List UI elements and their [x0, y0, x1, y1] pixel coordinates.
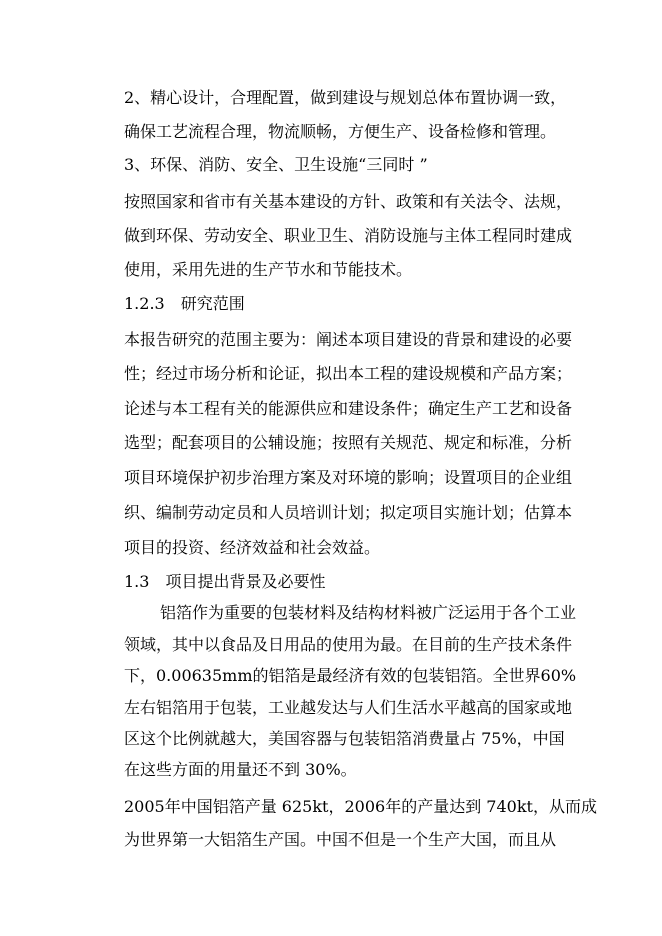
text-line: 领域，其中以食品及日用品的使用为最。在目前的生产技术条件 [124, 635, 573, 654]
text-line: 使用，采用先进的生产节水和节能技术。 [124, 260, 413, 279]
text-line: 本报告研究的范围主要为：阐述本项目建设的背景和建设的必要 [124, 330, 573, 349]
list-item-heading: 3、环保、消防、安全、卫生设施“三同时 ” [124, 155, 428, 174]
section-heading: 1.3 项目提出背景及必要性 [124, 572, 326, 591]
text-line: 左右铝箔用于包装，工业越发达与人们生活水平越高的国家或地 [124, 698, 573, 717]
text-line: 确保工艺流程合理，物流顺畅，方便生产、设备检修和管理。 [124, 122, 557, 141]
text-line: 项目的投资、经济效益和社会效益。 [124, 538, 381, 557]
text-line: 2005年中国铝箔产量 625kt，2006年的产量达到 740kt，从而成 [124, 797, 597, 816]
text-line: 2、精心设计，合理配置，做到建设与规划总体布置协调一致， [124, 88, 567, 107]
text-line: 性；经过市场分析和论证，拟出本工程的建设规模和产品方案； [124, 364, 573, 383]
text-line: 织、编制劳动定员和人员培训计划；拟定项目实施计划；估算本 [124, 503, 573, 522]
text-line: 区这个比例就越大，美国容器与包装铝箔消费量占 75%，中国 [124, 729, 565, 748]
text-line: 铝箔作为重要的包装材料及结构材料被广泛运用于各个工业 [160, 603, 577, 622]
text-line: 为世界第一大铝箔生产国。中国不但是一个生产大国，而且从 [124, 830, 557, 849]
text-line: 项目环境保护初步治理方案及对环境的影响；设置项目的企业组 [124, 468, 573, 487]
text-line: 论述与本工程有关的能源供应和建设条件；确定生产工艺和设备 [124, 399, 573, 418]
text-line: 下，0.00635mm的铝箔是最经济有效的包装铝箔。全世界60% [124, 666, 577, 685]
text-line: 在这些方面的用量还不到 30%。 [124, 760, 357, 779]
text-line: 按照国家和省市有关基本建设的方针、政策和有关法令、法规， [124, 192, 573, 211]
section-heading: 1.2.3 研究范围 [124, 294, 245, 313]
text-line: 选型；配套项目的公辅设施；按照有关规范、规定和标准，分析 [124, 433, 573, 452]
text-line: 做到环保、劳动安全、职业卫生、消防设施与主体工程同时建成 [124, 226, 573, 245]
